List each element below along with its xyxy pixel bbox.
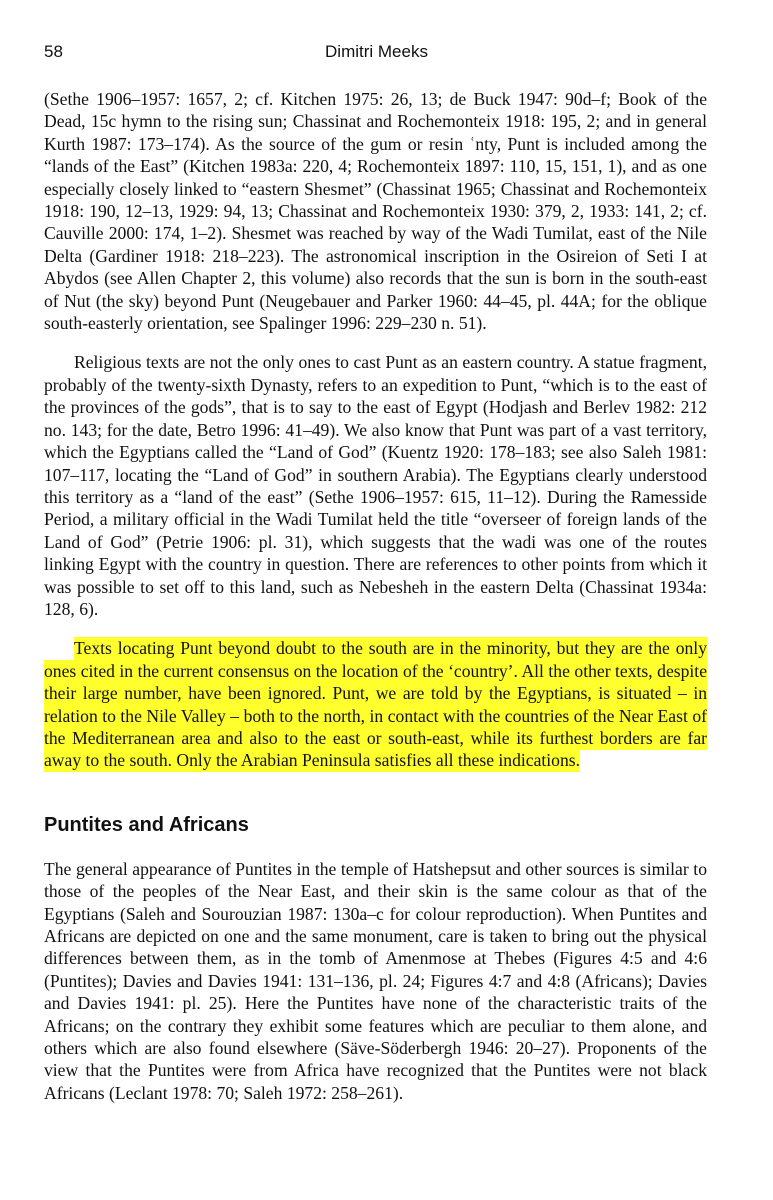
paragraph-highlighted [44,637,707,771]
running-head: Dimitri Meeks [325,42,428,61]
section-heading: Puntites and Africans [44,813,249,836]
page-body [44,88,707,1104]
highlighted-text[interactable]: Texts locating Punt beyond doubt to the south are in the minority, but they are the only ones cited in the current consensus on the location of the ‘country’. All the other texts, despite their large number, have been ignored. Punt, we are told by the Egyptians, is situated – in relation to the Nile Valley – both to the north, in contact with the countries of the Near East of the Mediterranean area and also to the east or south-east, while its furthest borders are far away to the south. Only the Arabian Peninsula satisfies all these indications. [44,638,707,771]
paragraph-gap [44,620,707,637]
paragraph-puntites-africans: The general appearance of Puntites in the temple of Hatshepsut and other sources is similar to those of the peoples of the Near East, and their skin is the same colour as that of the Egyptians (Saleh and Sourouzian 1987: 130a–c for colour reproduction). When Puntites and Africans are depicted on one and the same monument, care is taken to bring out the physical differences between them, as in the tomb of Amenmose at Thebes (Figures 4:5 and 4:6 (Puntites); Davies and Davies 1941: 131–136, pl. 24; Figures 4:7 and 4:8 (Africans); Davies and Davies 1941: pl. 25). Here the Puntites have none of the characteristic traits of the Africans; on the contrary they exhibit some features which are peculiar to them alone, and others which are also found elsewhere (Säve-Söderbergh 1946: 20–27). Proponents of the view that the Puntites were from Africa have recognized that the Puntites were not black Africans (Leclant 1978: 70; Saleh 1972: 258–261). [44,858,707,1103]
paragraph-continuation: (Sethe 1906–1957: 1657, 2; cf. Kitchen 1975: 26, 13; de Buck 1947: 90d–f; Book of the Dead, 15c hymn to the rising sun; Chassinat and Rochemonteix 1918: 195, 2; and in general Kurth 1987: 173–174). As the source of the gum or resin ʿnty, Punt is included among the “lands of the East” (Kitchen 1983a: 220, 4; Rochemonteix 1897: 110, 15, 151, 1), and as one especially closely linked to “eastern Shesmet” (Chassinat 1965; Chassinat and Rochemonteix 1918: 190, 12–13, 1929: 94, 13; Chassinat and Rochemonteix 1930: 379, 2, 1933: 141, 2; cf. Cauville 2000: 174, 1–2). Shesmet was reached by way of the Wadi Tumilat, east of the Nile Delta (Gardiner 1918: 218–223). The astronomical inscription in the Osireion of Seti I at Abydos (see Allen Chapter 2, this volume) also records that the sun is born in the south-east of Nut (the sky) beyond Punt (Neugebauer and Parker 1960: 44–45, pl. 44A; for the oblique south-easterly orientation, see Spalinger 1996: 229–230 n. 51). [44,89,707,334]
paragraph-eastern-country: Religious texts are not the only ones to cast Punt as an eastern country. A statue fragment, probably of the twenty-sixth Dynasty, refers to an expedition to Punt, “which is to the east of the provinces of the gods”, that is to say to the east of Egypt (Hodjash and Berlev 1982: 212 no. 143; for the date, Betro 1996: 41–49). We also know that Punt was part of a vast territory, which the Egyptians called the “Land of God” (Kuentz 1920: 178–183; see also Saleh 1981: 107–117, locating the “Land of God” in southern Arabia). The Egyptians clearly understood this territory as a “land of the east” (Sethe 1906–1957: 615, 11–12). During the Ramesside Period, a military official in the Wadi Tumilat held the title “overseer of foreign lands of the Land of God” (Petrie 1906: pl. 31), which suggests that the wadi was one of the routes linking Egypt with the country in question. There are references to other points from which it was possible to set off to this land, such as Nebesheh in the eastern Delta (Chassinat 1934a: 128, 6). [44,352,707,619]
page-number: 58 [44,42,63,61]
paragraph-gap [44,334,707,351]
page-header [44,42,709,66]
